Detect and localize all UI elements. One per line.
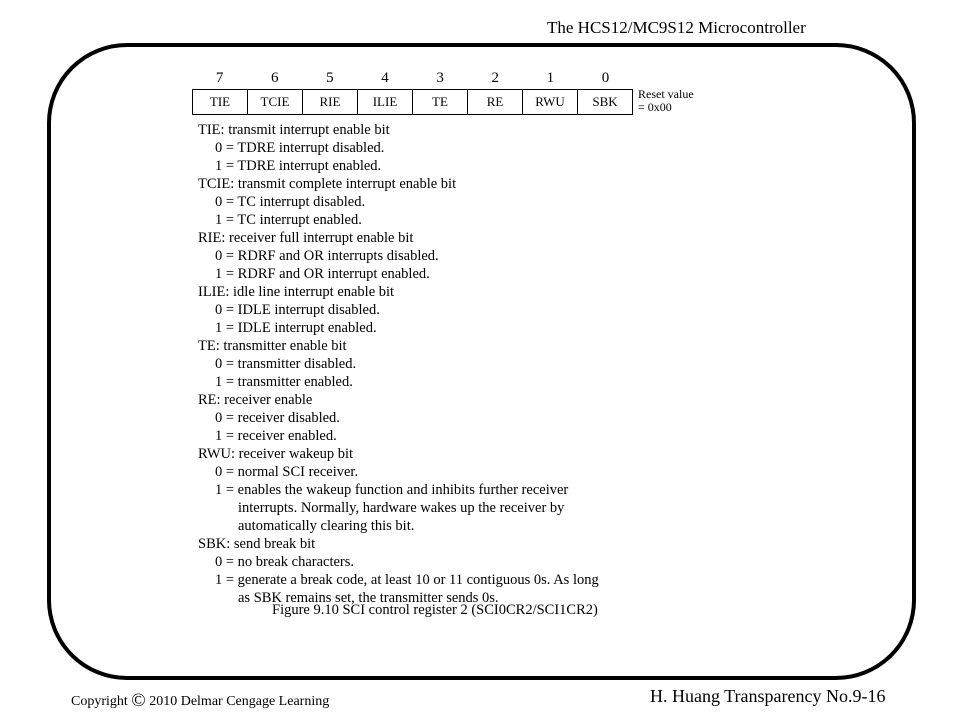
- figure-caption: Figure 9.10 SCI control register 2 (SCI0CR2/SCI1CR2): [272, 602, 598, 618]
- bit-number: 1: [546, 70, 555, 86]
- register-bit-rie: RIE: [302, 90, 357, 114]
- bit-description-line: automatically clearing this bit.: [238, 518, 415, 534]
- copyright-notice: [71, 690, 329, 712]
- bit-number: 3: [436, 70, 444, 86]
- register-bit-tcie: TCIE: [247, 90, 302, 114]
- header-title: The HCS12/MC9S12 Microcontroller: [547, 18, 806, 37]
- reset-value-label: Reset value: [638, 87, 694, 101]
- register-bit-ilie: ILIE: [357, 90, 412, 114]
- register-bit-rwu: RWU: [522, 90, 577, 114]
- copyright-word: Copyright: [71, 694, 128, 709]
- register-bit-te: TE: [412, 90, 467, 114]
- bit-number: 2: [491, 70, 499, 86]
- bit-description-line: 0 = RDRF and OR interrupts disabled.: [215, 248, 439, 264]
- register-bit-tie: TIE: [209, 94, 231, 109]
- bit-number: 5: [326, 70, 334, 86]
- bit-description-line: 1 = TDRE interrupt enabled.: [215, 158, 382, 174]
- bit-description-line: 0 = IDLE interrupt disabled.: [215, 302, 380, 318]
- bit-heading: TIE: transmit interrupt enable bit: [198, 122, 390, 138]
- bit-description-line: interrupts. Normally, hardware wakes up the receiver by: [238, 500, 565, 516]
- bit-descriptions: [198, 121, 599, 607]
- register-bit-sbk: SBK: [577, 90, 632, 114]
- bit-heading: TE: transmitter enable bit: [198, 338, 347, 354]
- bit-description-line: 0 = TDRE interrupt disabled.: [215, 140, 385, 156]
- bit-number: 6: [270, 70, 279, 86]
- bit-description-line: 1 = RDRF and OR interrupt enabled.: [215, 266, 430, 282]
- bit-description-line: as SBK remains set, the transmitter sends 0s.: [238, 590, 499, 606]
- bit-heading: TCIE: transmit complete interrupt enable bit: [198, 176, 457, 192]
- bit-description-line: 1 = enables the wakeup function and inhibits further receiver: [215, 482, 569, 498]
- bit-number: 7: [215, 70, 224, 86]
- bit-number: 0: [601, 70, 610, 86]
- transparency-number: H. Huang Transparency No.9-16: [650, 686, 886, 706]
- bit-description-line: 1 = TC interrupt enabled.: [215, 212, 362, 228]
- reset-value-note: [638, 88, 694, 114]
- bit-number: 4: [381, 70, 389, 86]
- bit-heading: RIE: receiver full interrupt enable bit: [198, 230, 414, 246]
- bit-description-line: 1 = receiver enabled.: [215, 428, 337, 444]
- bit-description-line: 0 = receiver disabled.: [215, 410, 340, 426]
- copyright-text: 2010 Delmar Cengage Learning: [149, 694, 330, 709]
- bit-description-line: 0 = no break characters.: [215, 554, 355, 570]
- register-bit-re: RE: [467, 90, 522, 114]
- bit-heading: SBK: send break bit: [198, 536, 316, 552]
- bit-heading: RWU: receiver wakeup bit: [198, 446, 354, 462]
- reset-value: = 0x00: [638, 100, 672, 114]
- bit-description-line: 1 = transmitter enabled.: [215, 374, 353, 390]
- bit-description-line: 1 = IDLE interrupt enabled.: [215, 320, 377, 336]
- bit-heading: RE: receiver enable: [198, 392, 313, 408]
- bit-description-line: 0 = transmitter disabled.: [215, 356, 357, 372]
- bit-number-row: [192, 70, 633, 87]
- register-diagram: [192, 89, 633, 115]
- copyright-symbol: ©: [131, 690, 146, 711]
- bit-description-line: 1 = generate a break code, at least 10 or 11 contiguous 0s. As long: [215, 572, 599, 588]
- bit-description-line: 0 = normal SCI receiver.: [215, 464, 359, 480]
- bit-description-line: 0 = TC interrupt disabled.: [215, 194, 366, 210]
- bit-heading: ILIE: idle line interrupt enable bit: [198, 284, 395, 300]
